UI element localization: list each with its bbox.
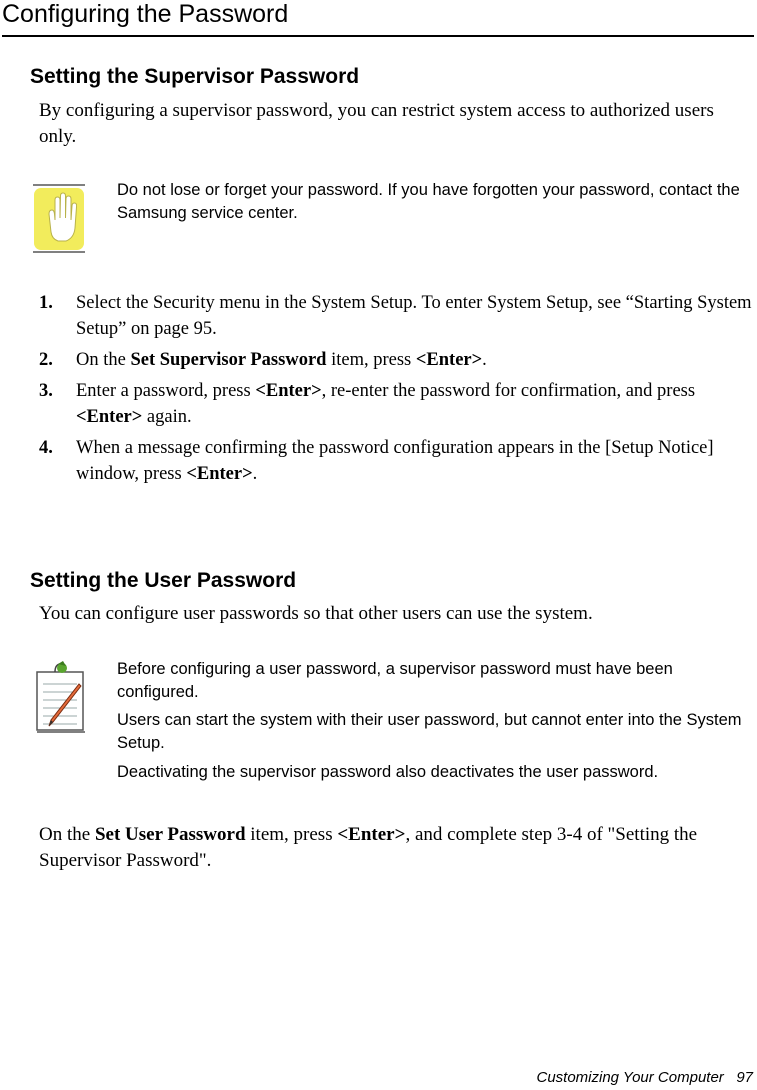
key-name: <Enter> [186, 464, 253, 484]
key-name: <Enter> [337, 824, 406, 845]
step-number: 1. [39, 293, 53, 313]
title-rule [2, 35, 754, 37]
supervisor-steps [39, 290, 753, 492]
user-heading: Setting the User Password [30, 569, 297, 592]
step-number: 2. [39, 350, 53, 370]
step-text: Enter a password, press [76, 381, 256, 401]
step-item [39, 290, 753, 342]
key-name: <Enter> [415, 350, 483, 370]
step-text: Select the Security menu in the System Setup. To enter System Setup, see “Starting System Setup” on page 95. [76, 293, 752, 339]
step-number: 3. [39, 381, 53, 401]
user-closing [39, 822, 753, 874]
menu-item-name: Set User Password [94, 824, 246, 845]
step-text: On the [76, 350, 131, 370]
step-item [39, 435, 753, 487]
step-text: When a message confirming the password configuration appears in the [Setup Notice] window, press [76, 438, 714, 484]
note-text-2: Users can start the system with their user password, but cannot enter into the System Setup. [117, 711, 742, 752]
step-item [39, 378, 753, 430]
key-name: <Enter> [255, 381, 322, 401]
footer-chapter: Customizing Your Computer [536, 1069, 724, 1086]
menu-item-name: Set Supervisor Password [130, 350, 327, 370]
step-item [39, 347, 753, 373]
closing-text: , and complete step 3-4 of "Setting the Supervisor Password". [39, 824, 698, 871]
closing-text: item, press [245, 824, 338, 845]
page-footer [536, 1068, 753, 1088]
notepad-pencil-icon [33, 660, 89, 734]
caution-text: Do not lose or forget your password. If you have forgotten your password, contact the Samsung service center. [117, 181, 740, 222]
page-number: 97 [736, 1069, 753, 1086]
stop-hand-icon [33, 184, 85, 254]
step-number: 4. [39, 438, 53, 458]
step-text: again. [142, 407, 192, 427]
supervisor-intro: By configuring a supervisor password, you can restrict system access to authorized users only. [39, 100, 714, 147]
note-text-1: Before configuring a user password, a supervisor password must have been configured. [117, 660, 673, 701]
user-intro: You can configure user passwords so that other users can use the system. [39, 603, 593, 624]
step-text: . [252, 464, 258, 484]
closing-text: On the [39, 824, 95, 845]
key-name: <Enter> [76, 407, 143, 427]
step-text: item, press [326, 350, 416, 370]
page-title: Configuring the Password [2, 0, 289, 28]
supervisor-heading: Setting the Supervisor Password [30, 65, 360, 88]
note-text-3: Deactivating the supervisor password also deactivates the user password. [117, 763, 659, 781]
step-text: . [482, 350, 487, 370]
step-text: , re-enter the password for confirmation, and press [321, 381, 696, 401]
